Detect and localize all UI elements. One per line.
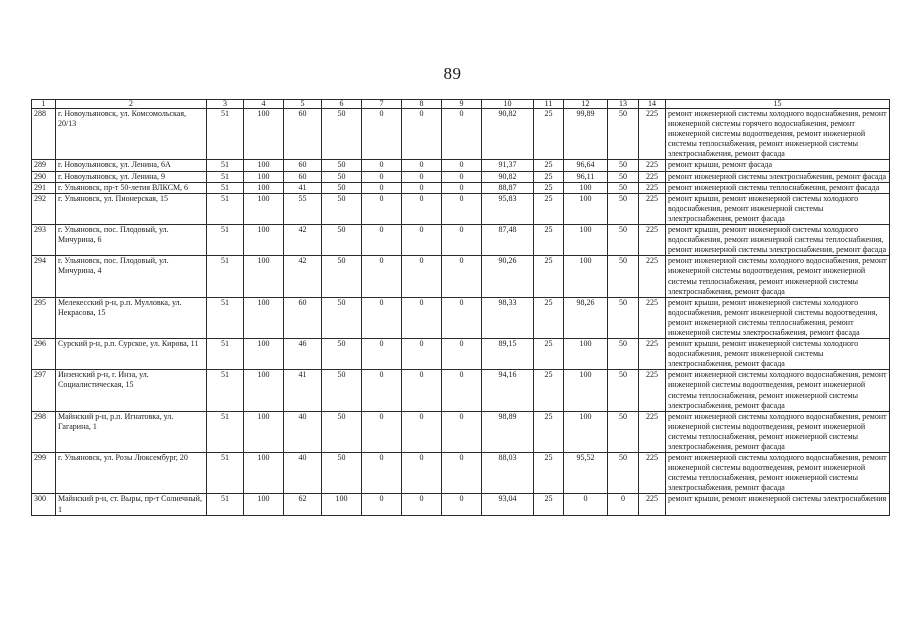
value-cell: 50 bbox=[608, 182, 639, 193]
works-list-cell: ремонт инженерной системы холодного водоснабжения, ремонт инженерной системы водоотведения, ремонт инженерной системы теплоснабжения, ремонт инженерной системы электроснабжения, ремонт фасада bbox=[666, 370, 890, 411]
value-cell: 100 bbox=[564, 370, 608, 411]
value-cell: 51 bbox=[207, 160, 244, 171]
value-cell: 51 bbox=[207, 182, 244, 193]
works-list-cell: ремонт инженерной системы теплоснабжения, ремонт фасада bbox=[666, 182, 890, 193]
value-cell: 90,82 bbox=[482, 171, 534, 182]
table-row bbox=[32, 339, 890, 370]
value-cell: 225 bbox=[639, 297, 666, 338]
value-cell: 50 bbox=[608, 160, 639, 171]
value-cell: 50 bbox=[608, 370, 639, 411]
row-number-cell: 293 bbox=[32, 225, 56, 256]
value-cell: 94,16 bbox=[482, 370, 534, 411]
row-number-cell: 288 bbox=[32, 109, 56, 160]
works-list-cell: ремонт крыши, ремонт инженерной системы холодного водоснабжения, ремонт инженерной системы электроснабжения, ремонт фасада bbox=[666, 339, 890, 370]
works-list-cell: ремонт инженерной системы холодного водоснабжения, ремонт инженерной системы горячего водоснабжения, ремонт инженерной системы водоотведения, ремонт инженерной системы теплоснабжения, ремонт инженерной системы электроснабжения, ремонт фасада bbox=[666, 109, 890, 160]
works-list-cell: ремонт крыши, ремонт инженерной системы электроснабжения bbox=[666, 494, 890, 515]
value-cell: 0 bbox=[402, 297, 442, 338]
value-cell: 25 bbox=[534, 193, 564, 224]
value-cell: 0 bbox=[362, 109, 402, 160]
value-cell: 50 bbox=[608, 225, 639, 256]
value-cell: 50 bbox=[322, 370, 362, 411]
column-header: 10 bbox=[482, 100, 534, 109]
row-number-cell: 290 bbox=[32, 171, 56, 182]
value-cell: 0 bbox=[402, 339, 442, 370]
address-cell: Майнский р-н, р.п. Игнатовка, ул. Гагарина, 1 bbox=[56, 411, 207, 452]
value-cell: 0 bbox=[362, 182, 402, 193]
value-cell: 50 bbox=[322, 160, 362, 171]
value-cell: 0 bbox=[442, 182, 482, 193]
value-cell: 100 bbox=[564, 193, 608, 224]
table-row bbox=[32, 171, 890, 182]
column-header: 12 bbox=[564, 100, 608, 109]
value-cell: 62 bbox=[284, 494, 322, 515]
value-cell: 98,89 bbox=[482, 411, 534, 452]
value-cell: 51 bbox=[207, 225, 244, 256]
address-cell: г. Новоульяновск, ул. Ленина, 6А bbox=[56, 160, 207, 171]
value-cell: 0 bbox=[402, 453, 442, 494]
value-cell: 90,82 bbox=[482, 109, 534, 160]
column-header: 6 bbox=[322, 100, 362, 109]
value-cell: 93,04 bbox=[482, 494, 534, 515]
row-number-cell: 294 bbox=[32, 256, 56, 297]
value-cell: 0 bbox=[362, 193, 402, 224]
value-cell: 0 bbox=[402, 171, 442, 182]
value-cell: 51 bbox=[207, 411, 244, 452]
address-cell: г. Новоульяновск, ул. Ленина, 9 bbox=[56, 171, 207, 182]
value-cell: 0 bbox=[402, 225, 442, 256]
value-cell: 225 bbox=[639, 160, 666, 171]
value-cell: 50 bbox=[322, 182, 362, 193]
value-cell: 0 bbox=[402, 494, 442, 515]
value-cell: 25 bbox=[534, 297, 564, 338]
value-cell: 51 bbox=[207, 494, 244, 515]
row-number-cell: 297 bbox=[32, 370, 56, 411]
value-cell: 100 bbox=[322, 494, 362, 515]
works-list-cell: ремонт инженерной системы холодного водоснабжения, ремонт инженерной системы водоотведения, ремонт инженерной системы теплоснабжения, ремонт инженерной системы электроснабжения, ремонт фасада bbox=[666, 256, 890, 297]
value-cell: 225 bbox=[639, 453, 666, 494]
value-cell: 25 bbox=[534, 256, 564, 297]
table-row bbox=[32, 453, 890, 494]
value-cell: 225 bbox=[639, 193, 666, 224]
value-cell: 87,48 bbox=[482, 225, 534, 256]
table-row bbox=[32, 109, 890, 160]
works-list-cell: ремонт инженерной системы холодного водоснабжения, ремонт инженерной системы водоотведения, ремонт инженерной системы теплоснабжения, ремонт инженерной системы электроснабжения, ремонт фасада bbox=[666, 453, 890, 494]
value-cell: 0 bbox=[442, 160, 482, 171]
value-cell: 51 bbox=[207, 453, 244, 494]
value-cell: 0 bbox=[442, 256, 482, 297]
value-cell: 40 bbox=[284, 453, 322, 494]
header-row bbox=[32, 100, 890, 109]
value-cell: 0 bbox=[362, 225, 402, 256]
value-cell: 0 bbox=[362, 297, 402, 338]
value-cell: 100 bbox=[564, 339, 608, 370]
column-header: 5 bbox=[284, 100, 322, 109]
row-number-cell: 291 bbox=[32, 182, 56, 193]
value-cell: 225 bbox=[639, 171, 666, 182]
value-cell: 0 bbox=[608, 494, 639, 515]
value-cell: 51 bbox=[207, 256, 244, 297]
value-cell: 100 bbox=[244, 453, 284, 494]
value-cell: 100 bbox=[564, 256, 608, 297]
value-cell: 50 bbox=[322, 297, 362, 338]
value-cell: 0 bbox=[402, 193, 442, 224]
address-cell: г. Ульяновск, ул. Пионерская, 15 bbox=[56, 193, 207, 224]
table-row bbox=[32, 193, 890, 224]
value-cell: 100 bbox=[244, 160, 284, 171]
value-cell: 0 bbox=[362, 453, 402, 494]
value-cell: 50 bbox=[322, 109, 362, 160]
value-cell: 88,03 bbox=[482, 453, 534, 494]
value-cell: 225 bbox=[639, 339, 666, 370]
value-cell: 100 bbox=[244, 370, 284, 411]
value-cell: 100 bbox=[564, 182, 608, 193]
value-cell: 100 bbox=[244, 109, 284, 160]
table-row bbox=[32, 370, 890, 411]
value-cell: 60 bbox=[284, 160, 322, 171]
table-body bbox=[32, 109, 890, 516]
column-header: 11 bbox=[534, 100, 564, 109]
value-cell: 50 bbox=[322, 225, 362, 256]
column-header: 7 bbox=[362, 100, 402, 109]
value-cell: 0 bbox=[442, 297, 482, 338]
repair-program-table bbox=[31, 99, 890, 516]
column-header: 13 bbox=[608, 100, 639, 109]
value-cell: 100 bbox=[564, 411, 608, 452]
table-row bbox=[32, 256, 890, 297]
value-cell: 0 bbox=[362, 339, 402, 370]
value-cell: 60 bbox=[284, 297, 322, 338]
value-cell: 0 bbox=[442, 339, 482, 370]
value-cell: 0 bbox=[442, 109, 482, 160]
value-cell: 50 bbox=[322, 256, 362, 297]
value-cell: 25 bbox=[534, 339, 564, 370]
value-cell: 0 bbox=[362, 370, 402, 411]
value-cell: 40 bbox=[284, 411, 322, 452]
value-cell: 96,64 bbox=[564, 160, 608, 171]
works-list-cell: ремонт инженерной системы холодного водоснабжения, ремонт инженерной системы водоотведения, ремонт инженерной системы теплоснабжения, ремонт инженерной системы электроснабжения, ремонт фасада bbox=[666, 411, 890, 452]
column-header: 8 bbox=[402, 100, 442, 109]
value-cell: 25 bbox=[534, 453, 564, 494]
table-row bbox=[32, 411, 890, 452]
value-cell: 100 bbox=[244, 256, 284, 297]
address-cell: Мелекесский р-н, р.п. Мулловка, ул. Некрасова, 15 bbox=[56, 297, 207, 338]
value-cell: 100 bbox=[564, 225, 608, 256]
value-cell: 25 bbox=[534, 370, 564, 411]
value-cell: 100 bbox=[244, 411, 284, 452]
value-cell: 96,11 bbox=[564, 171, 608, 182]
value-cell: 0 bbox=[402, 411, 442, 452]
row-number-cell: 299 bbox=[32, 453, 56, 494]
address-cell: г. Ульяновск, ул. Розы Люксембург, 20 bbox=[56, 453, 207, 494]
address-cell: г. Новоульяновск, ул. Комсомольская, 20/13 bbox=[56, 109, 207, 160]
value-cell: 95,52 bbox=[564, 453, 608, 494]
works-list-cell: ремонт инженерной системы электроснабжения, ремонт фасада bbox=[666, 171, 890, 182]
value-cell: 0 bbox=[362, 171, 402, 182]
address-cell: г. Ульяновск, пос. Плодовый, ул. Мичурина, 6 bbox=[56, 225, 207, 256]
value-cell: 100 bbox=[244, 182, 284, 193]
value-cell: 0 bbox=[362, 256, 402, 297]
value-cell: 0 bbox=[402, 160, 442, 171]
value-cell: 42 bbox=[284, 256, 322, 297]
value-cell: 98,33 bbox=[482, 297, 534, 338]
value-cell: 89,15 bbox=[482, 339, 534, 370]
value-cell: 98,26 bbox=[564, 297, 608, 338]
value-cell: 0 bbox=[442, 411, 482, 452]
column-header: 14 bbox=[639, 100, 666, 109]
value-cell: 0 bbox=[442, 494, 482, 515]
row-number-cell: 298 bbox=[32, 411, 56, 452]
address-cell: г. Ульяновск, пос. Плодовый, ул. Мичурина, 4 bbox=[56, 256, 207, 297]
value-cell: 41 bbox=[284, 182, 322, 193]
address-cell: Майнский р-н, ст. Выры, пр-т Солнечный, 1 bbox=[56, 494, 207, 515]
value-cell: 50 bbox=[322, 193, 362, 224]
value-cell: 50 bbox=[608, 256, 639, 297]
value-cell: 25 bbox=[534, 171, 564, 182]
value-cell: 100 bbox=[244, 225, 284, 256]
column-header: 1 bbox=[32, 100, 56, 109]
value-cell: 60 bbox=[284, 171, 322, 182]
row-number-cell: 295 bbox=[32, 297, 56, 338]
value-cell: 225 bbox=[639, 256, 666, 297]
value-cell: 50 bbox=[608, 411, 639, 452]
table-row bbox=[32, 297, 890, 338]
value-cell: 51 bbox=[207, 171, 244, 182]
value-cell: 225 bbox=[639, 182, 666, 193]
works-list-cell: ремонт крыши, ремонт инженерной системы холодного водоснабжения, ремонт инженерной системы водоотведения, ремонт инженерной системы теплоснабжения, ремонт инженерной системы электроснабжения, ремонт фасада bbox=[666, 297, 890, 338]
value-cell: 91,37 bbox=[482, 160, 534, 171]
value-cell: 0 bbox=[564, 494, 608, 515]
value-cell: 60 bbox=[284, 109, 322, 160]
value-cell: 0 bbox=[442, 453, 482, 494]
value-cell: 90,26 bbox=[482, 256, 534, 297]
value-cell: 100 bbox=[244, 339, 284, 370]
value-cell: 100 bbox=[244, 297, 284, 338]
address-cell: г. Ульяновск, пр-т 50-летия ВЛКСМ, 6 bbox=[56, 182, 207, 193]
value-cell: 100 bbox=[244, 494, 284, 515]
value-cell: 25 bbox=[534, 109, 564, 160]
value-cell: 0 bbox=[402, 182, 442, 193]
value-cell: 50 bbox=[608, 193, 639, 224]
value-cell: 25 bbox=[534, 160, 564, 171]
value-cell: 25 bbox=[534, 225, 564, 256]
table-row bbox=[32, 225, 890, 256]
column-header: 3 bbox=[207, 100, 244, 109]
value-cell: 50 bbox=[322, 171, 362, 182]
value-cell: 51 bbox=[207, 370, 244, 411]
value-cell: 99,89 bbox=[564, 109, 608, 160]
address-cell: Инзенский р-н, г. Инза, ул. Социалистическая, 15 bbox=[56, 370, 207, 411]
works-list-cell: ремонт крыши, ремонт фасада bbox=[666, 160, 890, 171]
value-cell: 50 bbox=[608, 453, 639, 494]
value-cell: 0 bbox=[442, 225, 482, 256]
value-cell: 0 bbox=[402, 109, 442, 160]
column-header: 9 bbox=[442, 100, 482, 109]
value-cell: 0 bbox=[402, 370, 442, 411]
value-cell: 25 bbox=[534, 182, 564, 193]
value-cell: 0 bbox=[362, 494, 402, 515]
value-cell: 0 bbox=[442, 370, 482, 411]
value-cell: 0 bbox=[362, 160, 402, 171]
works-list-cell: ремонт крыши, ремонт инженерной системы холодного водоснабжения, ремонт инженерной системы теплоснабжения, ремонт инженерной системы электроснабжения, ремонт фасада bbox=[666, 225, 890, 256]
value-cell: 50 bbox=[322, 453, 362, 494]
row-number-cell: 296 bbox=[32, 339, 56, 370]
value-cell: 88,87 bbox=[482, 182, 534, 193]
value-cell: 100 bbox=[244, 193, 284, 224]
value-cell: 55 bbox=[284, 193, 322, 224]
value-cell: 0 bbox=[402, 256, 442, 297]
row-number-cell: 300 bbox=[32, 494, 56, 515]
row-number-cell: 292 bbox=[32, 193, 56, 224]
value-cell: 25 bbox=[534, 494, 564, 515]
value-cell: 51 bbox=[207, 339, 244, 370]
value-cell: 50 bbox=[322, 411, 362, 452]
value-cell: 50 bbox=[322, 339, 362, 370]
value-cell: 225 bbox=[639, 494, 666, 515]
value-cell: 100 bbox=[244, 171, 284, 182]
value-cell: 42 bbox=[284, 225, 322, 256]
value-cell: 50 bbox=[608, 339, 639, 370]
address-cell: Сурский р-н, р.п. Сурское, ул. Кирова, 11 bbox=[56, 339, 207, 370]
table-row bbox=[32, 160, 890, 171]
value-cell: 225 bbox=[639, 225, 666, 256]
value-cell: 0 bbox=[362, 411, 402, 452]
value-cell: 51 bbox=[207, 109, 244, 160]
value-cell: 225 bbox=[639, 109, 666, 160]
column-header: 15 bbox=[666, 100, 890, 109]
works-list-cell: ремонт крыши, ремонт инженерной системы холодного водоснабжения, ремонт инженерной системы электроснабжения, ремонт фасада bbox=[666, 193, 890, 224]
column-header: 4 bbox=[244, 100, 284, 109]
row-number-cell: 289 bbox=[32, 160, 56, 171]
value-cell: 50 bbox=[608, 109, 639, 160]
value-cell: 0 bbox=[442, 193, 482, 224]
page-number: 89 bbox=[443, 64, 462, 83]
value-cell: 25 bbox=[534, 411, 564, 452]
value-cell: 41 bbox=[284, 370, 322, 411]
value-cell: 51 bbox=[207, 193, 244, 224]
column-header: 2 bbox=[56, 100, 207, 109]
value-cell: 0 bbox=[442, 171, 482, 182]
value-cell: 225 bbox=[639, 370, 666, 411]
value-cell: 50 bbox=[608, 297, 639, 338]
value-cell: 225 bbox=[639, 411, 666, 452]
table-row bbox=[32, 494, 890, 515]
value-cell: 46 bbox=[284, 339, 322, 370]
value-cell: 95,83 bbox=[482, 193, 534, 224]
value-cell: 50 bbox=[608, 171, 639, 182]
table-row bbox=[32, 182, 890, 193]
value-cell: 51 bbox=[207, 297, 244, 338]
